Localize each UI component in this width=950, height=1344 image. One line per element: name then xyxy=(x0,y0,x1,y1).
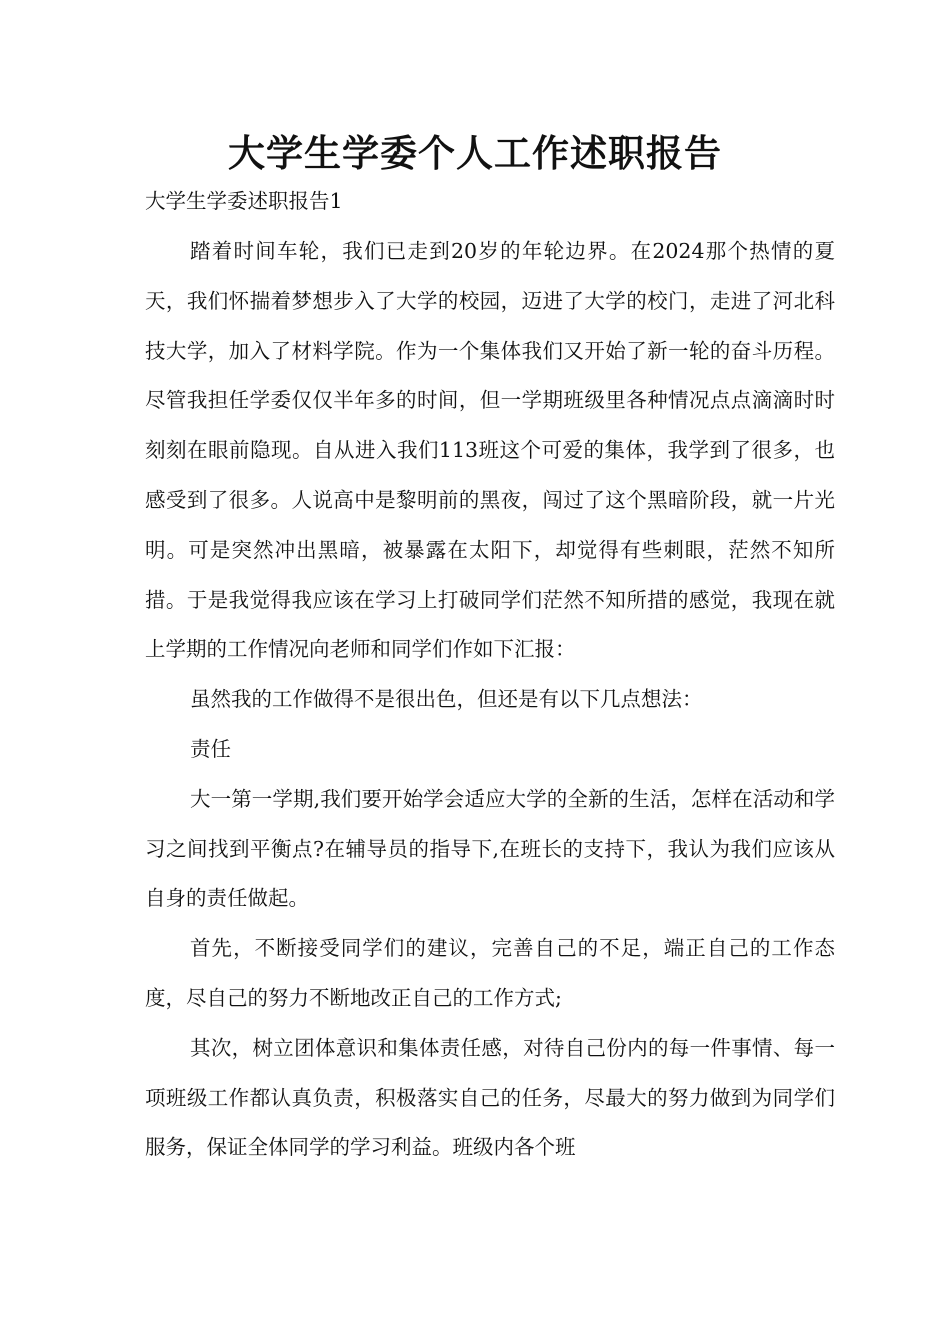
section-heading: 责任 xyxy=(190,736,231,761)
paragraph: 踏着时间车轮，我们已走到20岁的年轮边界。在2024那个热情的夏天，我们怀揣着梦想步入了大学的校园，迈进了大学的校门，走进了河北科技大学，加入了材料学院。作为一个集体我们又开始了新一轮的奋斗历程。尽管我担任学委仅仅半年多的时间，但一学期班级里各种情况点点滴滴时时刻刻在眼前隐现。自从进入我们113班这个可爱的集体，我学到了很多，也感受到了很多。人说高中是黎明前的黑夜，闯过了这个黑暗阶段，就一片光明。可是突然冲出黑暗，被暴露在太阳下，却觉得有些刺眼，茫然不知所措。于是我觉得我应该在学习上打破同学们茫然不知所措的感觉，我现在就上学期的工作情况向老师和同学们作如下汇报： xyxy=(145,239,835,662)
paragraph: 虽然我的工作做得不是很出色，但还是有以下几点想法： xyxy=(190,687,703,712)
document-title: 大学生学委个人工作述职报告 xyxy=(228,131,722,175)
paragraph: 大一第一学期,我们要开始学会适应大学的全新的生活，怎样在活动和学习之间找到平衡点?在辅导员的指导下,在班长的支持下，我认为我们应该从自身的责任做起。 xyxy=(145,786,835,911)
document-subtitle: 大学生学委述职报告1 xyxy=(145,189,343,213)
paragraph: 首先，不断接受同学们的建议，完善自己的不足，端正自己的工作态度，尽自己的努力不断地改正自己的工作方式; xyxy=(145,936,835,1010)
document-body xyxy=(145,227,835,1173)
paragraph: 其次，树立团体意识和集体责任感，对待自己份内的每一件事情、每一项班级工作都认真负责，积极落实自己的任务，尽最大的努力做到为同学们服务，保证全体同学的学习利益。班级内各个班 xyxy=(145,1035,835,1160)
